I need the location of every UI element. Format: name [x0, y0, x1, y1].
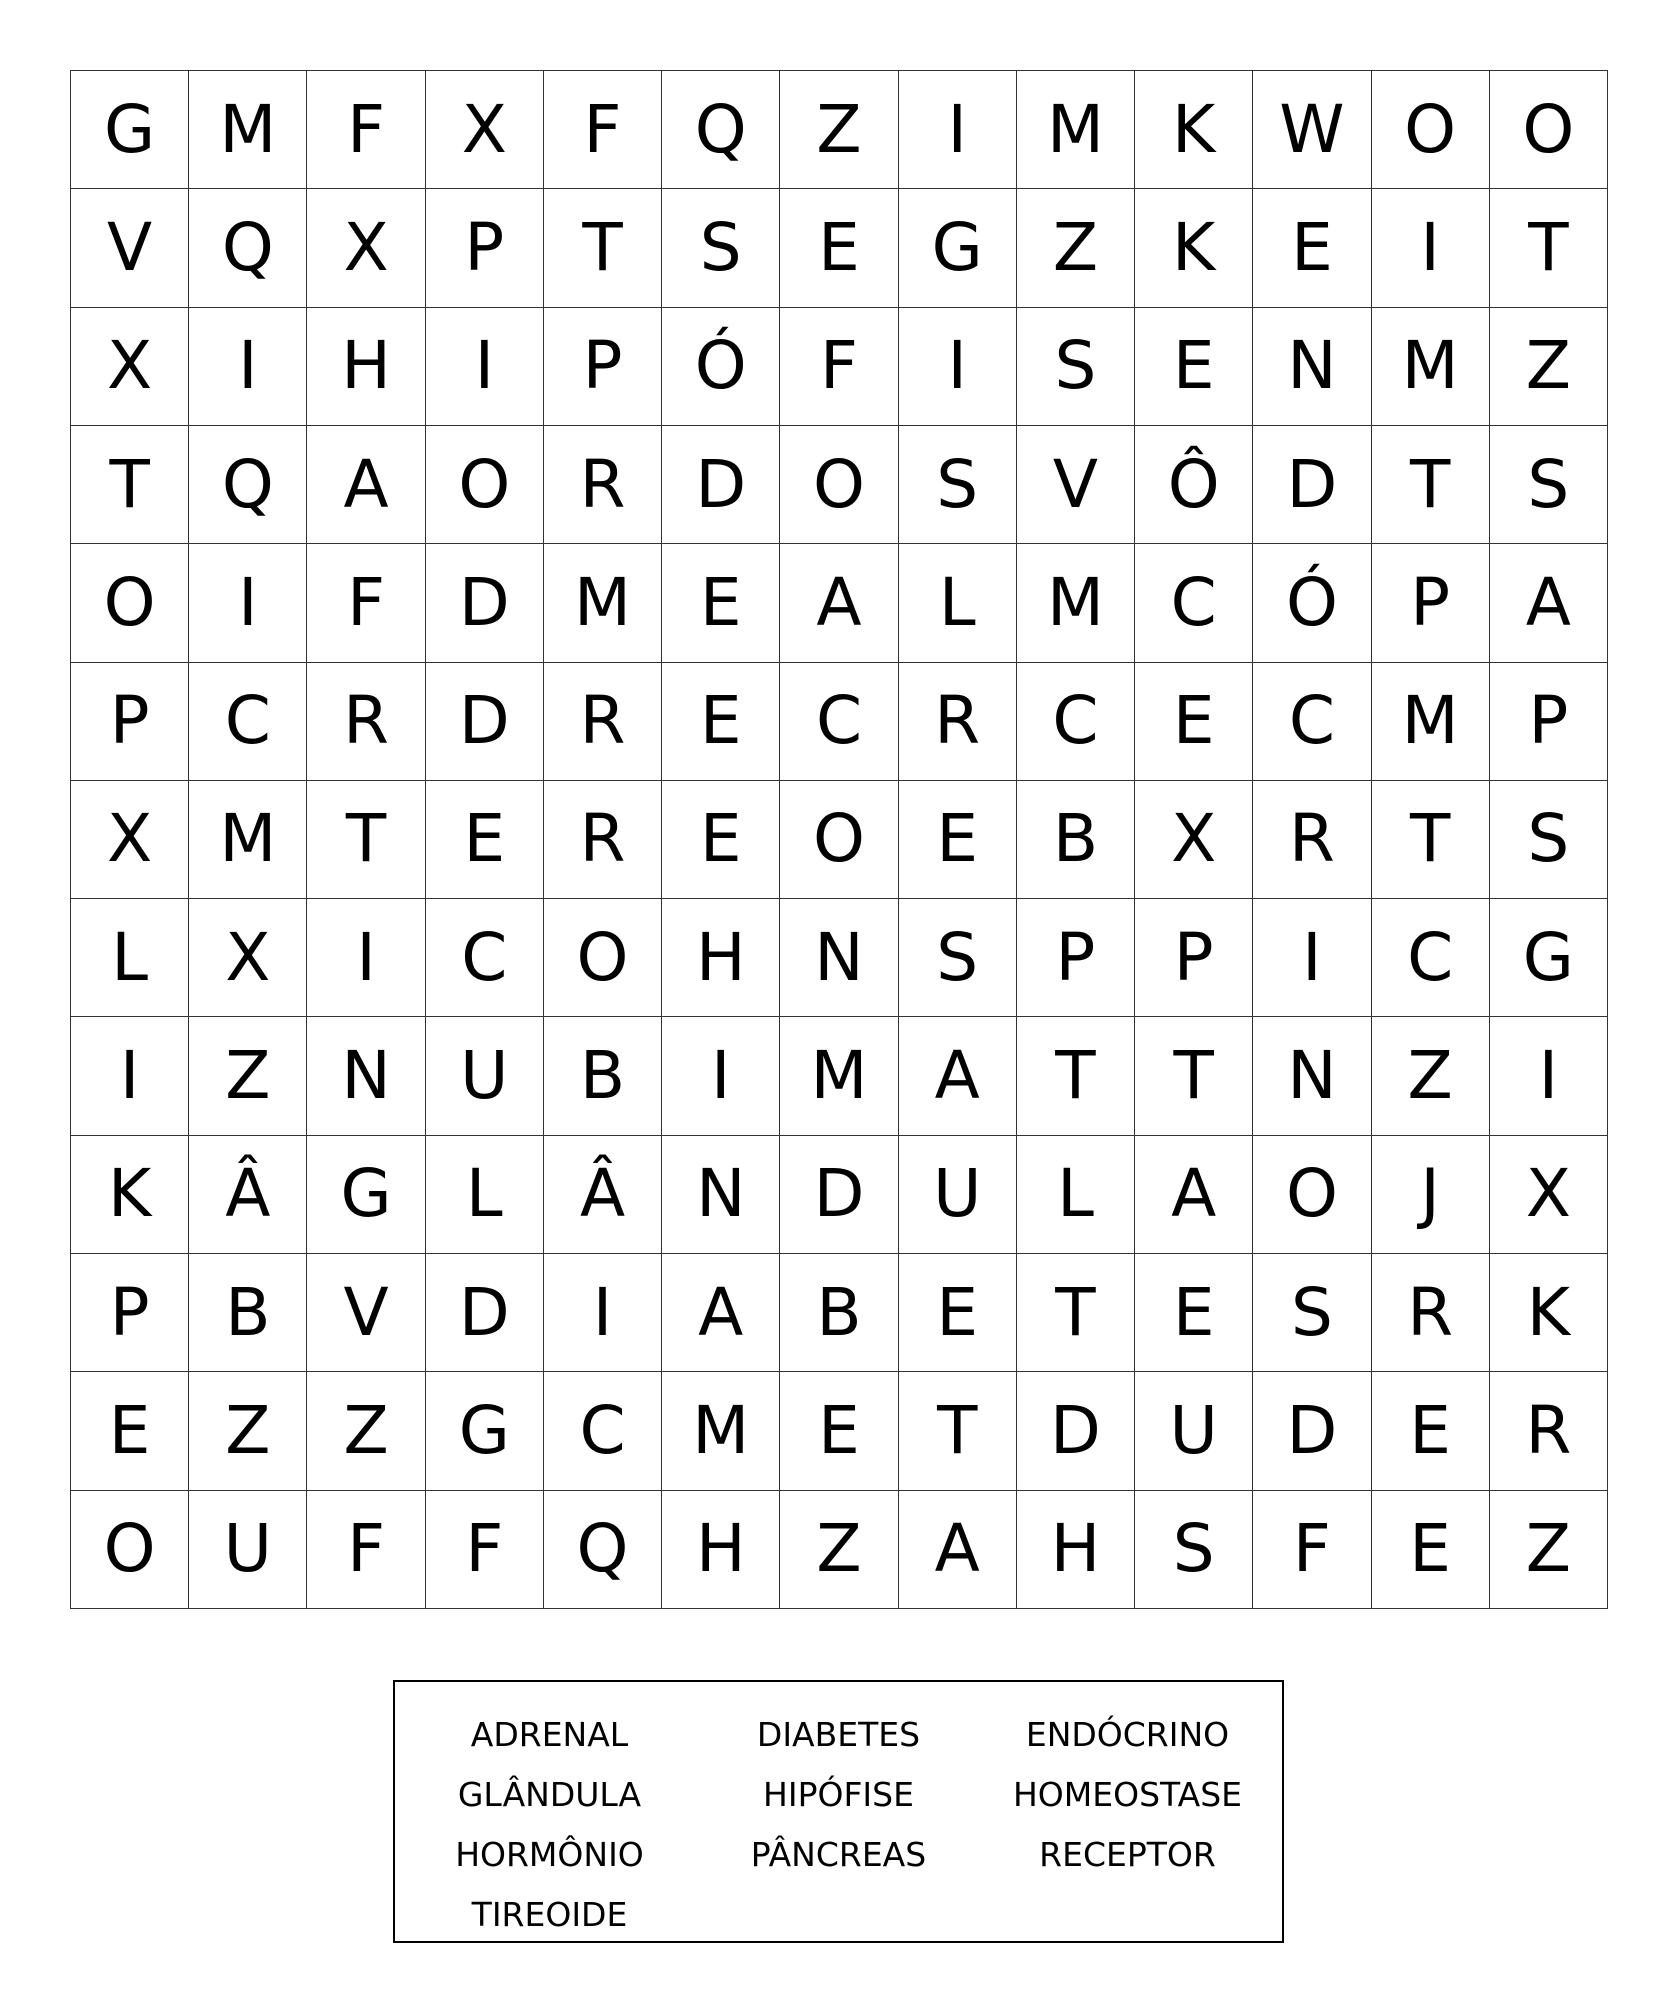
grid-cell[interactable]: E	[1135, 1254, 1253, 1372]
grid-cell[interactable]: Q	[662, 71, 780, 189]
grid-cell[interactable]: R	[1372, 1254, 1490, 1372]
grid-cell[interactable]: D	[780, 1136, 898, 1254]
grid-cell[interactable]: J	[1372, 1136, 1490, 1254]
grid-cell[interactable]: T	[899, 1372, 1017, 1490]
grid-cell[interactable]: E	[71, 1372, 189, 1490]
grid-cell[interactable]: A	[899, 1017, 1017, 1135]
grid-cell[interactable]: D	[1017, 1372, 1135, 1490]
grid-cell[interactable]: Z	[780, 1491, 898, 1609]
grid-cell[interactable]: X	[71, 308, 189, 426]
grid-cell[interactable]: C	[1135, 544, 1253, 662]
grid-cell[interactable]: T	[1372, 781, 1490, 899]
grid-cell[interactable]: E	[780, 1372, 898, 1490]
grid-cell[interactable]: O	[71, 544, 189, 662]
grid-cell[interactable]: N	[1253, 1017, 1371, 1135]
grid-cell[interactable]: U	[189, 1491, 307, 1609]
grid-cell[interactable]: L	[899, 544, 1017, 662]
grid-cell[interactable]: R	[544, 426, 662, 544]
grid-cell[interactable]: K	[1135, 71, 1253, 189]
grid-cell[interactable]: N	[662, 1136, 780, 1254]
grid-cell[interactable]: M	[1372, 308, 1490, 426]
grid-cell[interactable]: M	[1372, 663, 1490, 781]
grid-cell[interactable]: E	[899, 1254, 1017, 1372]
grid-cell[interactable]: S	[1490, 426, 1608, 544]
grid-cell[interactable]: P	[426, 189, 544, 307]
grid-cell[interactable]: S	[1253, 1254, 1371, 1372]
grid-cell[interactable]: A	[1490, 544, 1608, 662]
grid-cell[interactable]: N	[1253, 308, 1371, 426]
grid-cell[interactable]: A	[307, 426, 425, 544]
grid-cell[interactable]: F	[1253, 1491, 1371, 1609]
grid-cell[interactable]: A	[662, 1254, 780, 1372]
word-list-item: GLÂNDULA	[457, 1774, 642, 1814]
grid-cell[interactable]: S	[662, 189, 780, 307]
grid-cell[interactable]: I	[1253, 899, 1371, 1017]
grid-cell[interactable]: T	[1017, 1254, 1135, 1372]
grid-cell[interactable]: A	[780, 544, 898, 662]
grid-cell[interactable]: M	[544, 544, 662, 662]
grid-cell[interactable]: E	[1135, 663, 1253, 781]
grid-cell[interactable]: X	[1490, 1136, 1608, 1254]
grid-cell[interactable]: R	[544, 781, 662, 899]
grid-cell[interactable]: H	[1017, 1491, 1135, 1609]
grid-cell[interactable]: E	[1135, 308, 1253, 426]
grid-cell[interactable]: F	[544, 71, 662, 189]
grid-cell[interactable]: Ó	[662, 308, 780, 426]
grid-cell[interactable]: P	[71, 663, 189, 781]
grid-cell[interactable]: Z	[780, 71, 898, 189]
grid-cell[interactable]: Z	[1490, 308, 1608, 426]
word-list-item: TIREOIDE	[471, 1894, 628, 1934]
word-list-item: ENDÓCRINO	[1025, 1714, 1230, 1754]
grid-cell[interactable]: I	[71, 1017, 189, 1135]
grid-cell[interactable]: Q	[189, 189, 307, 307]
grid-cell[interactable]: E	[662, 663, 780, 781]
grid-cell[interactable]: M	[189, 71, 307, 189]
grid-cell[interactable]: Â	[189, 1136, 307, 1254]
grid-cell[interactable]: C	[1372, 899, 1490, 1017]
grid-cell[interactable]: C	[780, 663, 898, 781]
grid-cell[interactable]: R	[899, 663, 1017, 781]
grid-cell[interactable]: X	[426, 71, 544, 189]
grid-cell[interactable]: Z	[1017, 189, 1135, 307]
grid-cell[interactable]: V	[1017, 426, 1135, 544]
grid-cell[interactable]: O	[780, 426, 898, 544]
grid-cell[interactable]: R	[1253, 781, 1371, 899]
grid-cell[interactable]: L	[71, 899, 189, 1017]
word-list-item: HORMÔNIO	[455, 1834, 644, 1874]
grid-cell[interactable]: D	[662, 426, 780, 544]
grid-cell[interactable]: T	[544, 189, 662, 307]
grid-cell[interactable]: M	[1017, 71, 1135, 189]
grid-cell[interactable]: S	[1135, 1491, 1253, 1609]
grid-cell[interactable]: E	[662, 781, 780, 899]
grid-cell[interactable]: F	[307, 71, 425, 189]
grid-cell[interactable]: C	[189, 663, 307, 781]
grid-cell[interactable]: G	[899, 189, 1017, 307]
grid-cell[interactable]: B	[189, 1254, 307, 1372]
word-list-item: HOMEOSTASE	[1012, 1774, 1242, 1814]
grid-cell[interactable]: N	[307, 1017, 425, 1135]
grid-cell[interactable]: G	[1490, 899, 1608, 1017]
grid-cell[interactable]: Q	[189, 426, 307, 544]
grid-cell[interactable]: B	[780, 1254, 898, 1372]
grid-cell[interactable]: E	[780, 189, 898, 307]
grid-cell[interactable]: K	[1135, 189, 1253, 307]
word-list-item: RECEPTOR	[1039, 1834, 1216, 1874]
grid-cell[interactable]: F	[780, 308, 898, 426]
grid-cell[interactable]: P	[71, 1254, 189, 1372]
grid-cell[interactable]: C	[426, 899, 544, 1017]
grid-cell[interactable]: H	[307, 308, 425, 426]
grid-cell[interactable]: M	[780, 1017, 898, 1135]
grid-cell[interactable]: T	[1017, 1017, 1135, 1135]
grid-cell[interactable]: R	[1490, 1372, 1608, 1490]
grid-cell[interactable]: V	[307, 1254, 425, 1372]
grid-cell[interactable]: G	[426, 1372, 544, 1490]
grid-cell[interactable]: O	[1490, 71, 1608, 189]
grid-cell[interactable]: F	[426, 1491, 544, 1609]
grid-cell[interactable]: T	[1490, 189, 1608, 307]
grid-cell[interactable]: Z	[1490, 1491, 1608, 1609]
word-list-item: HIPÓFISE	[763, 1774, 914, 1814]
grid-cell[interactable]: E	[899, 781, 1017, 899]
grid-cell[interactable]: L	[1017, 1136, 1135, 1254]
grid-cell[interactable]: E	[1372, 1372, 1490, 1490]
grid-cell[interactable]: U	[1135, 1372, 1253, 1490]
grid-cell[interactable]: K	[71, 1136, 189, 1254]
grid-cell[interactable]: F	[307, 544, 425, 662]
grid-cell[interactable]: F	[307, 1491, 425, 1609]
grid-cell[interactable]: X	[71, 781, 189, 899]
grid-cell[interactable]: I	[544, 1254, 662, 1372]
grid-cell[interactable]: O	[544, 899, 662, 1017]
letter-grid	[70, 70, 1608, 1609]
grid-cell[interactable]: W	[1253, 71, 1371, 189]
grid-cell[interactable]: G	[71, 71, 189, 189]
grid-cell[interactable]: R	[544, 663, 662, 781]
grid-cell[interactable]: N	[780, 899, 898, 1017]
grid-cell[interactable]: E	[1372, 1491, 1490, 1609]
grid-cell[interactable]: P	[1135, 899, 1253, 1017]
grid-cell[interactable]: Ó	[1253, 544, 1371, 662]
grid-cell[interactable]: P	[1372, 544, 1490, 662]
grid-cell[interactable]: O	[1372, 71, 1490, 189]
grid-cell[interactable]: D	[1253, 426, 1371, 544]
grid-cell[interactable]: R	[307, 663, 425, 781]
grid-cell[interactable]: S	[899, 426, 1017, 544]
grid-cell[interactable]: D	[426, 544, 544, 662]
grid-cell[interactable]: S	[899, 899, 1017, 1017]
grid-cell[interactable]: Z	[307, 1372, 425, 1490]
grid-cell[interactable]: G	[307, 1136, 425, 1254]
grid-cell[interactable]: I	[307, 899, 425, 1017]
grid-cell[interactable]: Z	[189, 1017, 307, 1135]
grid-cell[interactable]: I	[189, 544, 307, 662]
grid-cell[interactable]: Z	[189, 1372, 307, 1490]
grid-cell[interactable]: P	[1017, 899, 1135, 1017]
grid-cell[interactable]: D	[426, 1254, 544, 1372]
grid-cell[interactable]: S	[1017, 308, 1135, 426]
grid-cell[interactable]: P	[1490, 663, 1608, 781]
grid-cell[interactable]: I	[1372, 189, 1490, 307]
grid-cell[interactable]: K	[1490, 1254, 1608, 1372]
grid-cell[interactable]: B	[544, 1017, 662, 1135]
grid-cell[interactable]: T	[1135, 1017, 1253, 1135]
grid-cell[interactable]: L	[426, 1136, 544, 1254]
grid-cell[interactable]: I	[899, 71, 1017, 189]
grid-cell[interactable]: H	[662, 899, 780, 1017]
word-list-item: ADRENAL	[470, 1714, 629, 1754]
grid-cell[interactable]: Q	[544, 1491, 662, 1609]
grid-cell[interactable]: T	[307, 781, 425, 899]
grid-cell[interactable]: E	[426, 781, 544, 899]
grid-cell[interactable]: T	[1372, 426, 1490, 544]
grid-cell[interactable]: P	[544, 308, 662, 426]
grid-cell[interactable]: O	[426, 426, 544, 544]
grid-cell[interactable]: A	[1135, 1136, 1253, 1254]
grid-cell[interactable]: Z	[1372, 1017, 1490, 1135]
grid-cell[interactable]: X	[189, 899, 307, 1017]
grid-cell[interactable]: M	[662, 1372, 780, 1490]
grid-cell[interactable]: O	[780, 781, 898, 899]
grid-cell[interactable]: D	[1253, 1372, 1371, 1490]
grid-cell[interactable]: Â	[544, 1136, 662, 1254]
grid-cell[interactable]: T	[71, 426, 189, 544]
grid-cell[interactable]: M	[189, 781, 307, 899]
grid-cell[interactable]: E	[662, 544, 780, 662]
word-bank	[393, 1680, 1284, 1943]
grid-cell[interactable]: Ô	[1135, 426, 1253, 544]
grid-cell[interactable]: I	[662, 1017, 780, 1135]
word-list-item: DIABETES	[756, 1714, 921, 1754]
grid-cell[interactable]: O	[1253, 1136, 1371, 1254]
grid-cell[interactable]: O	[71, 1491, 189, 1609]
grid-cell[interactable]: A	[899, 1491, 1017, 1609]
grid-cell[interactable]: X	[307, 189, 425, 307]
grid-cell[interactable]: H	[662, 1491, 780, 1609]
grid-cell[interactable]: I	[899, 308, 1017, 426]
grid-cell[interactable]: V	[71, 189, 189, 307]
grid-cell[interactable]: I	[426, 308, 544, 426]
grid-cell[interactable]: I	[1490, 1017, 1608, 1135]
grid-cell[interactable]: C	[1253, 663, 1371, 781]
grid-cell[interactable]: D	[426, 663, 544, 781]
grid-cell[interactable]: B	[1017, 781, 1135, 899]
grid-cell[interactable]: U	[426, 1017, 544, 1135]
grid-cell[interactable]: C	[544, 1372, 662, 1490]
grid-cell[interactable]: M	[1017, 544, 1135, 662]
grid-cell[interactable]: X	[1135, 781, 1253, 899]
grid-cell[interactable]: U	[899, 1136, 1017, 1254]
grid-cell[interactable]: E	[1253, 189, 1371, 307]
grid-cell[interactable]: S	[1490, 781, 1608, 899]
word-list-item: PÂNCREAS	[750, 1834, 927, 1874]
grid-cell[interactable]: C	[1017, 663, 1135, 781]
grid-cell[interactable]: I	[189, 308, 307, 426]
